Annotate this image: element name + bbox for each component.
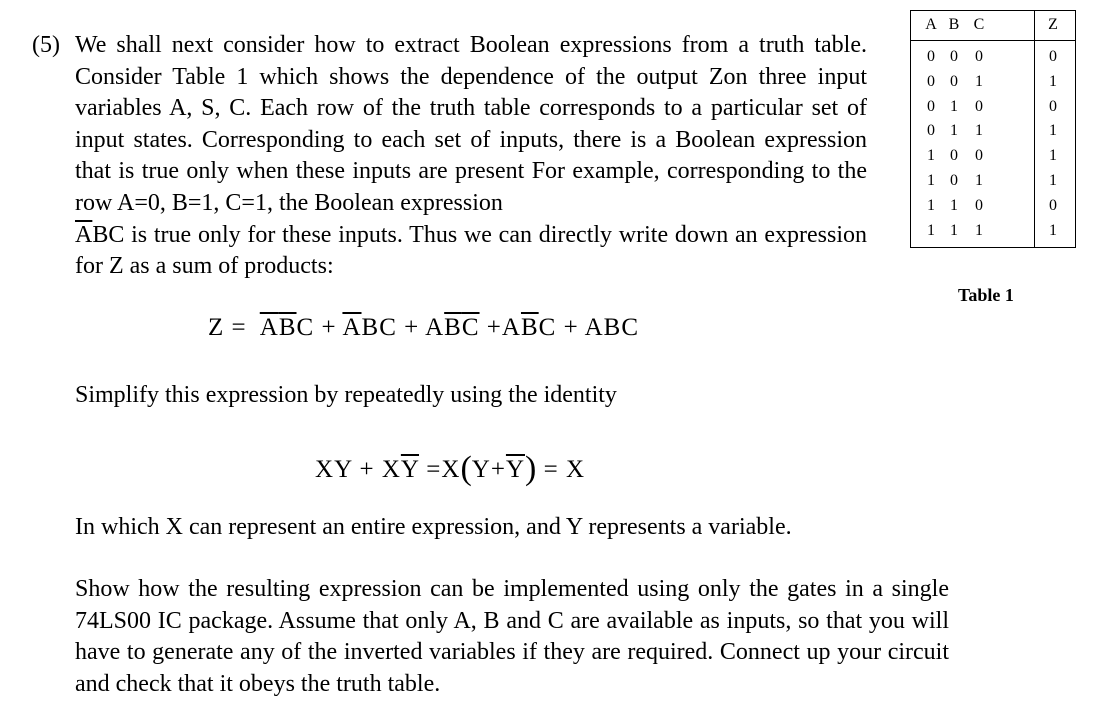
truth-table-cell: 1 bbox=[975, 72, 983, 90]
truth-table-cell: 1 bbox=[975, 172, 983, 189]
truth-table-cell: 0 bbox=[975, 97, 983, 115]
truth-table-cell: 0 bbox=[950, 147, 958, 165]
term-5: ABC bbox=[584, 314, 640, 341]
term-2: $\overline{A}BC$ bbox=[342, 314, 397, 341]
table-caption: Table 1 bbox=[958, 285, 1014, 305]
truth-table-cell: 1 bbox=[927, 147, 935, 165]
truth-table-cell: 1 bbox=[1049, 172, 1057, 189]
truth-table-cell: 0 bbox=[950, 172, 958, 189]
truth-table-cell: 0 bbox=[927, 122, 935, 140]
term-1: $\overline{A}\overline{B}C$ bbox=[259, 314, 315, 341]
eq-lhs: Z bbox=[208, 314, 225, 341]
truth-table-cell: 1 bbox=[927, 221, 935, 239]
truth-table-header-a: A bbox=[925, 16, 937, 33]
simplify-instruction: Simplify this expression by repeatedly using the identity bbox=[75, 382, 617, 408]
intro-text-end: is true only for these inputs. Thus we can directly write down an expression for Z as a sum of products: bbox=[75, 221, 868, 280]
abc-term-a: $\overline{A}$ bbox=[75, 221, 93, 248]
problem-paragraph bbox=[32, 30, 868, 283]
truth-table-cell: 0 bbox=[1049, 196, 1057, 214]
truth-table-cell: 0 bbox=[975, 48, 983, 65]
term-4: $A\overline{B}C$ bbox=[501, 314, 557, 341]
truth-table-header-z: Z bbox=[1048, 16, 1058, 33]
intro-text: We shall next consider how to extract Boolean expressions from a truth table. Consider Table 1 which shows the dependence of the output Zon three input variables A, S, C. Each row of the truth table corresponds to a particular set of input states. Corresponding to each set of inputs, there is a Boolean expression that is true only when these inputs are present For example, corresponding to the row A=0, B=1, C=1, the Boolean expression bbox=[75, 32, 867, 216]
truth-table-cell: 0 bbox=[1049, 97, 1057, 115]
truth-table-cell: 1 bbox=[950, 122, 958, 140]
abc-term bbox=[75, 222, 124, 248]
truth-table-cell: 1 bbox=[950, 221, 958, 239]
truth-table-cell: 1 bbox=[950, 196, 958, 214]
truth-table-cell: 1 bbox=[950, 97, 958, 115]
sum-of-products-equation: $Z = \overline{A}\overline{B}C + \overline{A}BC + A\overline{B}\overline{C} +A\overline{B}C$ + ABC bbox=[208, 314, 640, 341]
truth-table-cell: 0 bbox=[927, 72, 935, 90]
truth-table-cell: 0 bbox=[927, 97, 935, 115]
truth-table-cell: 0 bbox=[950, 48, 958, 65]
truth-table-cell: 0 bbox=[1049, 48, 1057, 65]
variable-explanation: In which X can represent an entire expression, and Y represents a variable. bbox=[75, 514, 792, 540]
eq-equals: = bbox=[231, 314, 247, 341]
identity-equation: XY + $X\overline{Y} =X(Y+\overline{Y}) = X$ bbox=[315, 450, 585, 487]
truth-table-cell: 1 bbox=[1049, 122, 1057, 140]
truth-table-cell: 0 bbox=[975, 147, 983, 165]
truth-table-cell: 0 bbox=[950, 72, 958, 90]
truth-table-header-c: C bbox=[973, 16, 985, 33]
truth-table-cell: 0 bbox=[927, 48, 935, 65]
problem-number: (5) bbox=[32, 32, 60, 58]
truth-table-divider bbox=[1034, 11, 1035, 247]
truth-table-cell: 1 bbox=[927, 196, 935, 214]
truth-table-cell: 1 bbox=[927, 172, 935, 189]
abc-term-bc: BC bbox=[92, 221, 125, 248]
implementation-instruction: Show how the resulting expression can be implemented using only the gates in a single 74LS00 IC package. Assume that only A, B and C are available as inputs, so that you will have to generate any of the inverted variables if they are required. Connect up your circuit and check that it obeys the truth table. bbox=[75, 576, 949, 697]
truth-table-cell: 1 bbox=[1049, 147, 1057, 165]
truth-table-header-b: B bbox=[948, 16, 960, 33]
truth-table-cell: 1 bbox=[1049, 221, 1057, 239]
truth-table-cell: 0 bbox=[975, 196, 983, 214]
term-3: $A\overline{B}\overline{C}$ bbox=[425, 314, 480, 341]
truth-table-cell: 1 bbox=[975, 122, 983, 140]
truth-table-cell: 1 bbox=[1049, 72, 1057, 90]
truth-table bbox=[910, 10, 1076, 248]
truth-table-cell: 1 bbox=[975, 221, 983, 239]
